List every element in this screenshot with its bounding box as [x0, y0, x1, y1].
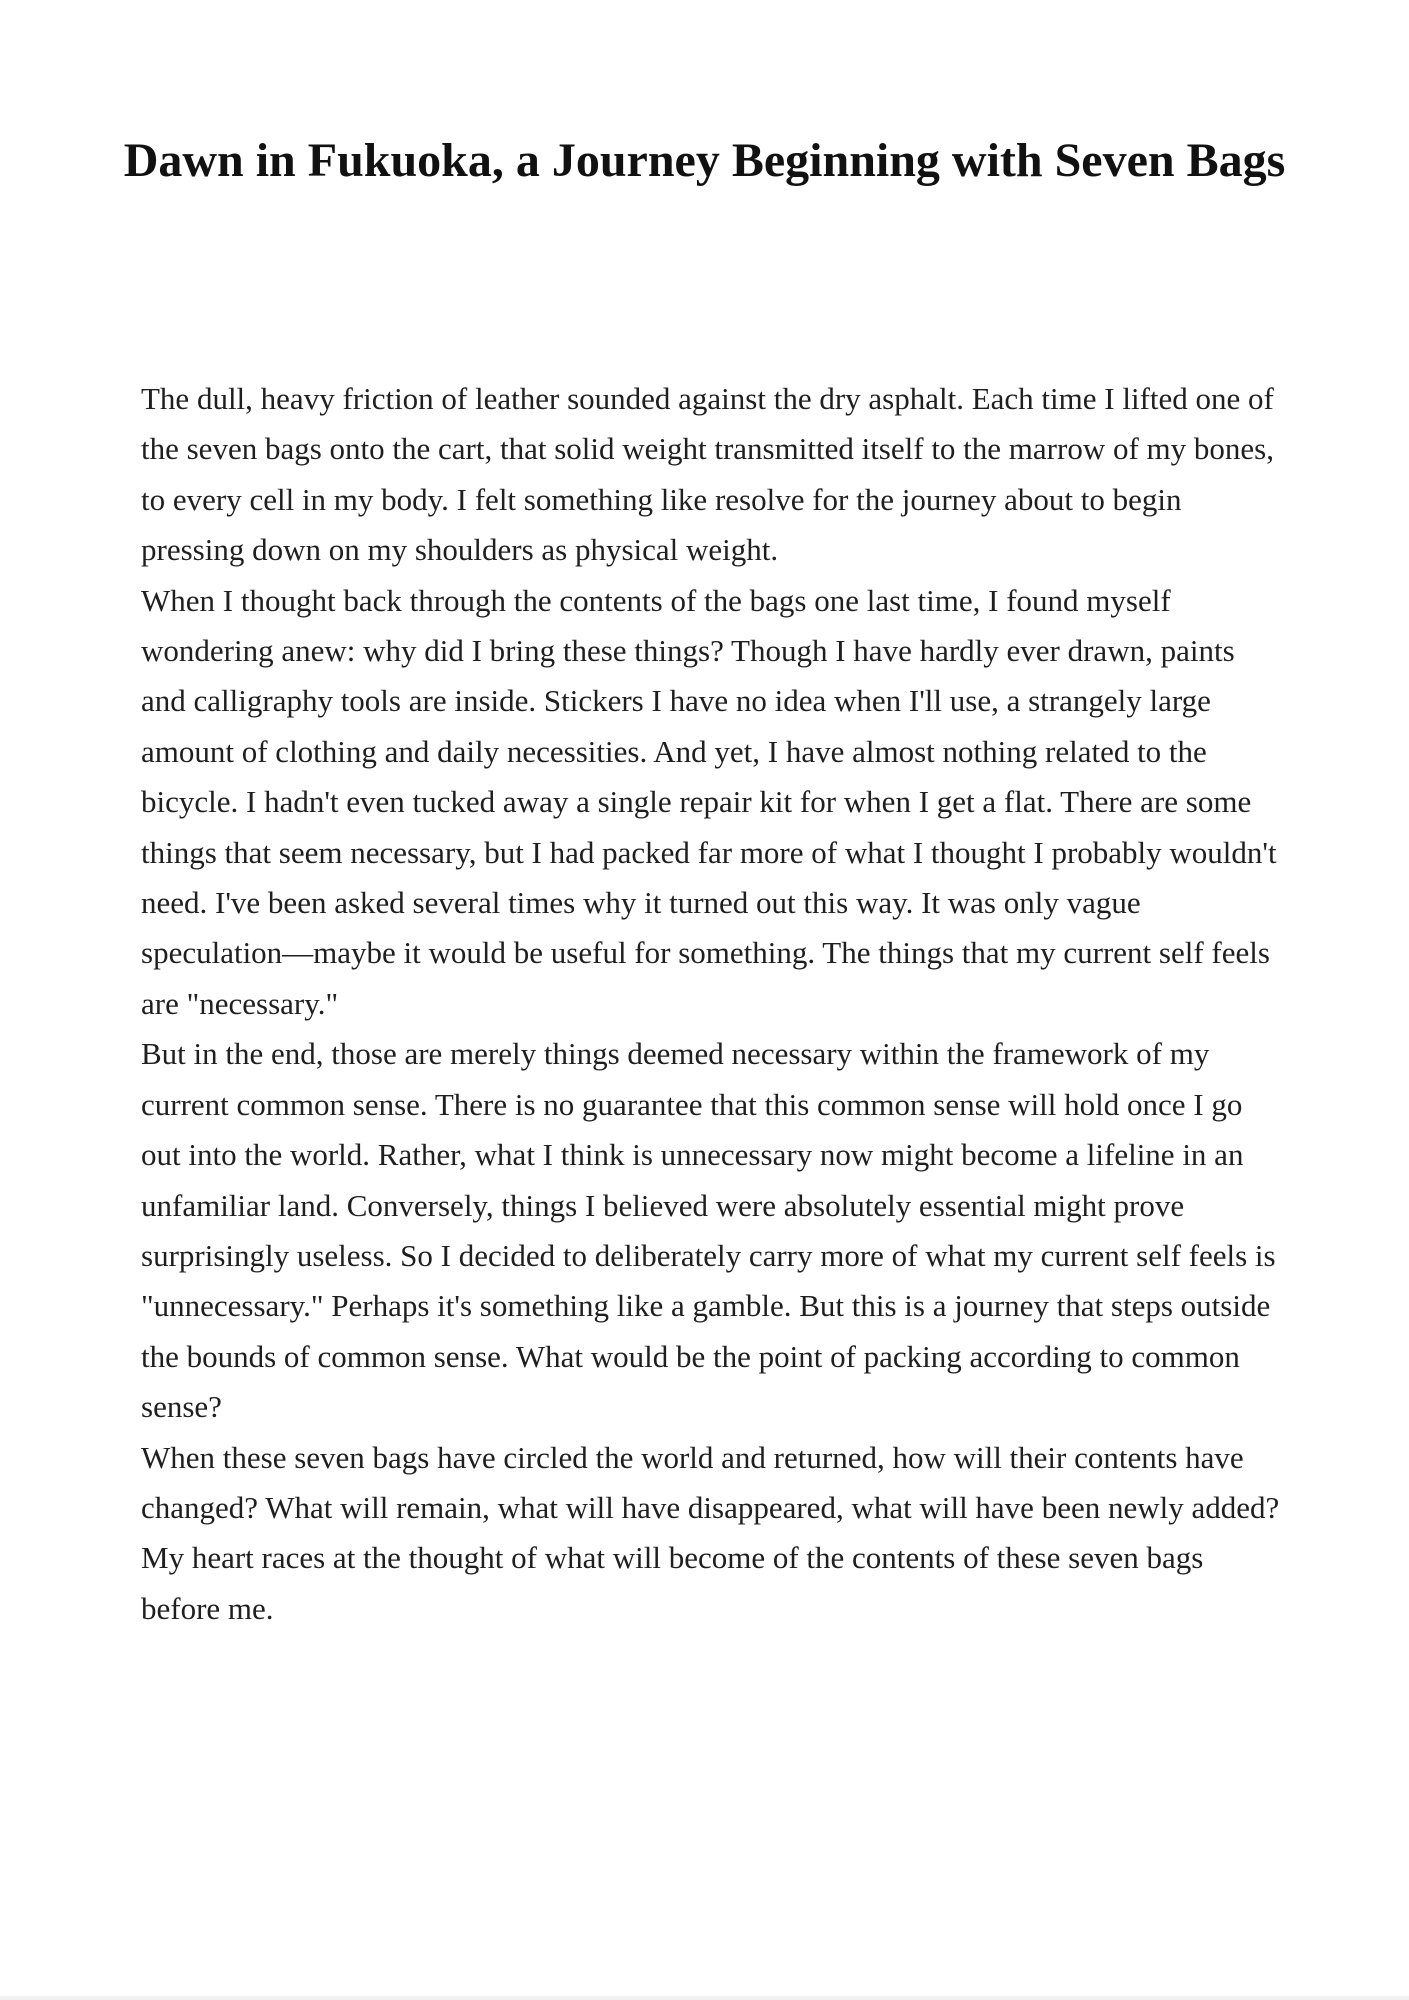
paragraph-3: But in the end, those are merely things deemed necessary within the framework of my current common sense. There is no guarantee that this common sense will hold once I go out into the world. Rather, what I think is unnecessary now might become a lifeline in an unfamiliar land. Conversely, things I believed were absolutely essential might prove surprisingly useless. So I decided to deliberately carry more of what my current self feels is "unnecessary." Perhaps it's something like a gamble. But this is a journey that steps outside the bounds of common sense. What would be the point of packing according to common sense? — [141, 1036, 1276, 1425]
page-bottom-edge — [0, 1996, 1409, 2000]
paragraph-2: When I thought back through the contents of the bags one last time, I found myself wondering anew: why did I bring these things? Though I have hardly ever drawn, paints and calligraphy tools are inside. Stickers I have no idea when I'll use, a strangely large amount of clothing and daily necessities. And yet, I have almost nothing related to the bicycle. I hadn't even tucked away a single repair kit for when I get a flat. There are some things that seem necessary, but I had packed far more of what I thought I probably wouldn't need. I've been asked several times why it turned out this way. It was only vague speculation—maybe it would be useful for something. The things that my current self feels are "necessary." — [141, 582, 1277, 1021]
document-body — [141, 374, 1281, 1634]
paragraph-5: My heart races at the thought of what will become of the contents of these seven bags before me. — [141, 1540, 1204, 1626]
document-title: Dawn in Fukuoka, a Journey Beginning with Seven Bags — [123, 134, 1286, 187]
paragraph-4: When these seven bags have circled the world and returned, how will their contents have changed? What will remain, what will have disappeared, what will have been newly added? — [141, 1439, 1280, 1525]
paragraph-1: The dull, heavy friction of leather sounded against the dry asphalt. Each time I lifted one of the seven bags onto the cart, that solid weight transmitted itself to the marrow of my bones, to every cell in my body. I felt something like resolve for the journey about to begin pressing down on my shoulders as physical weight. — [141, 381, 1274, 568]
